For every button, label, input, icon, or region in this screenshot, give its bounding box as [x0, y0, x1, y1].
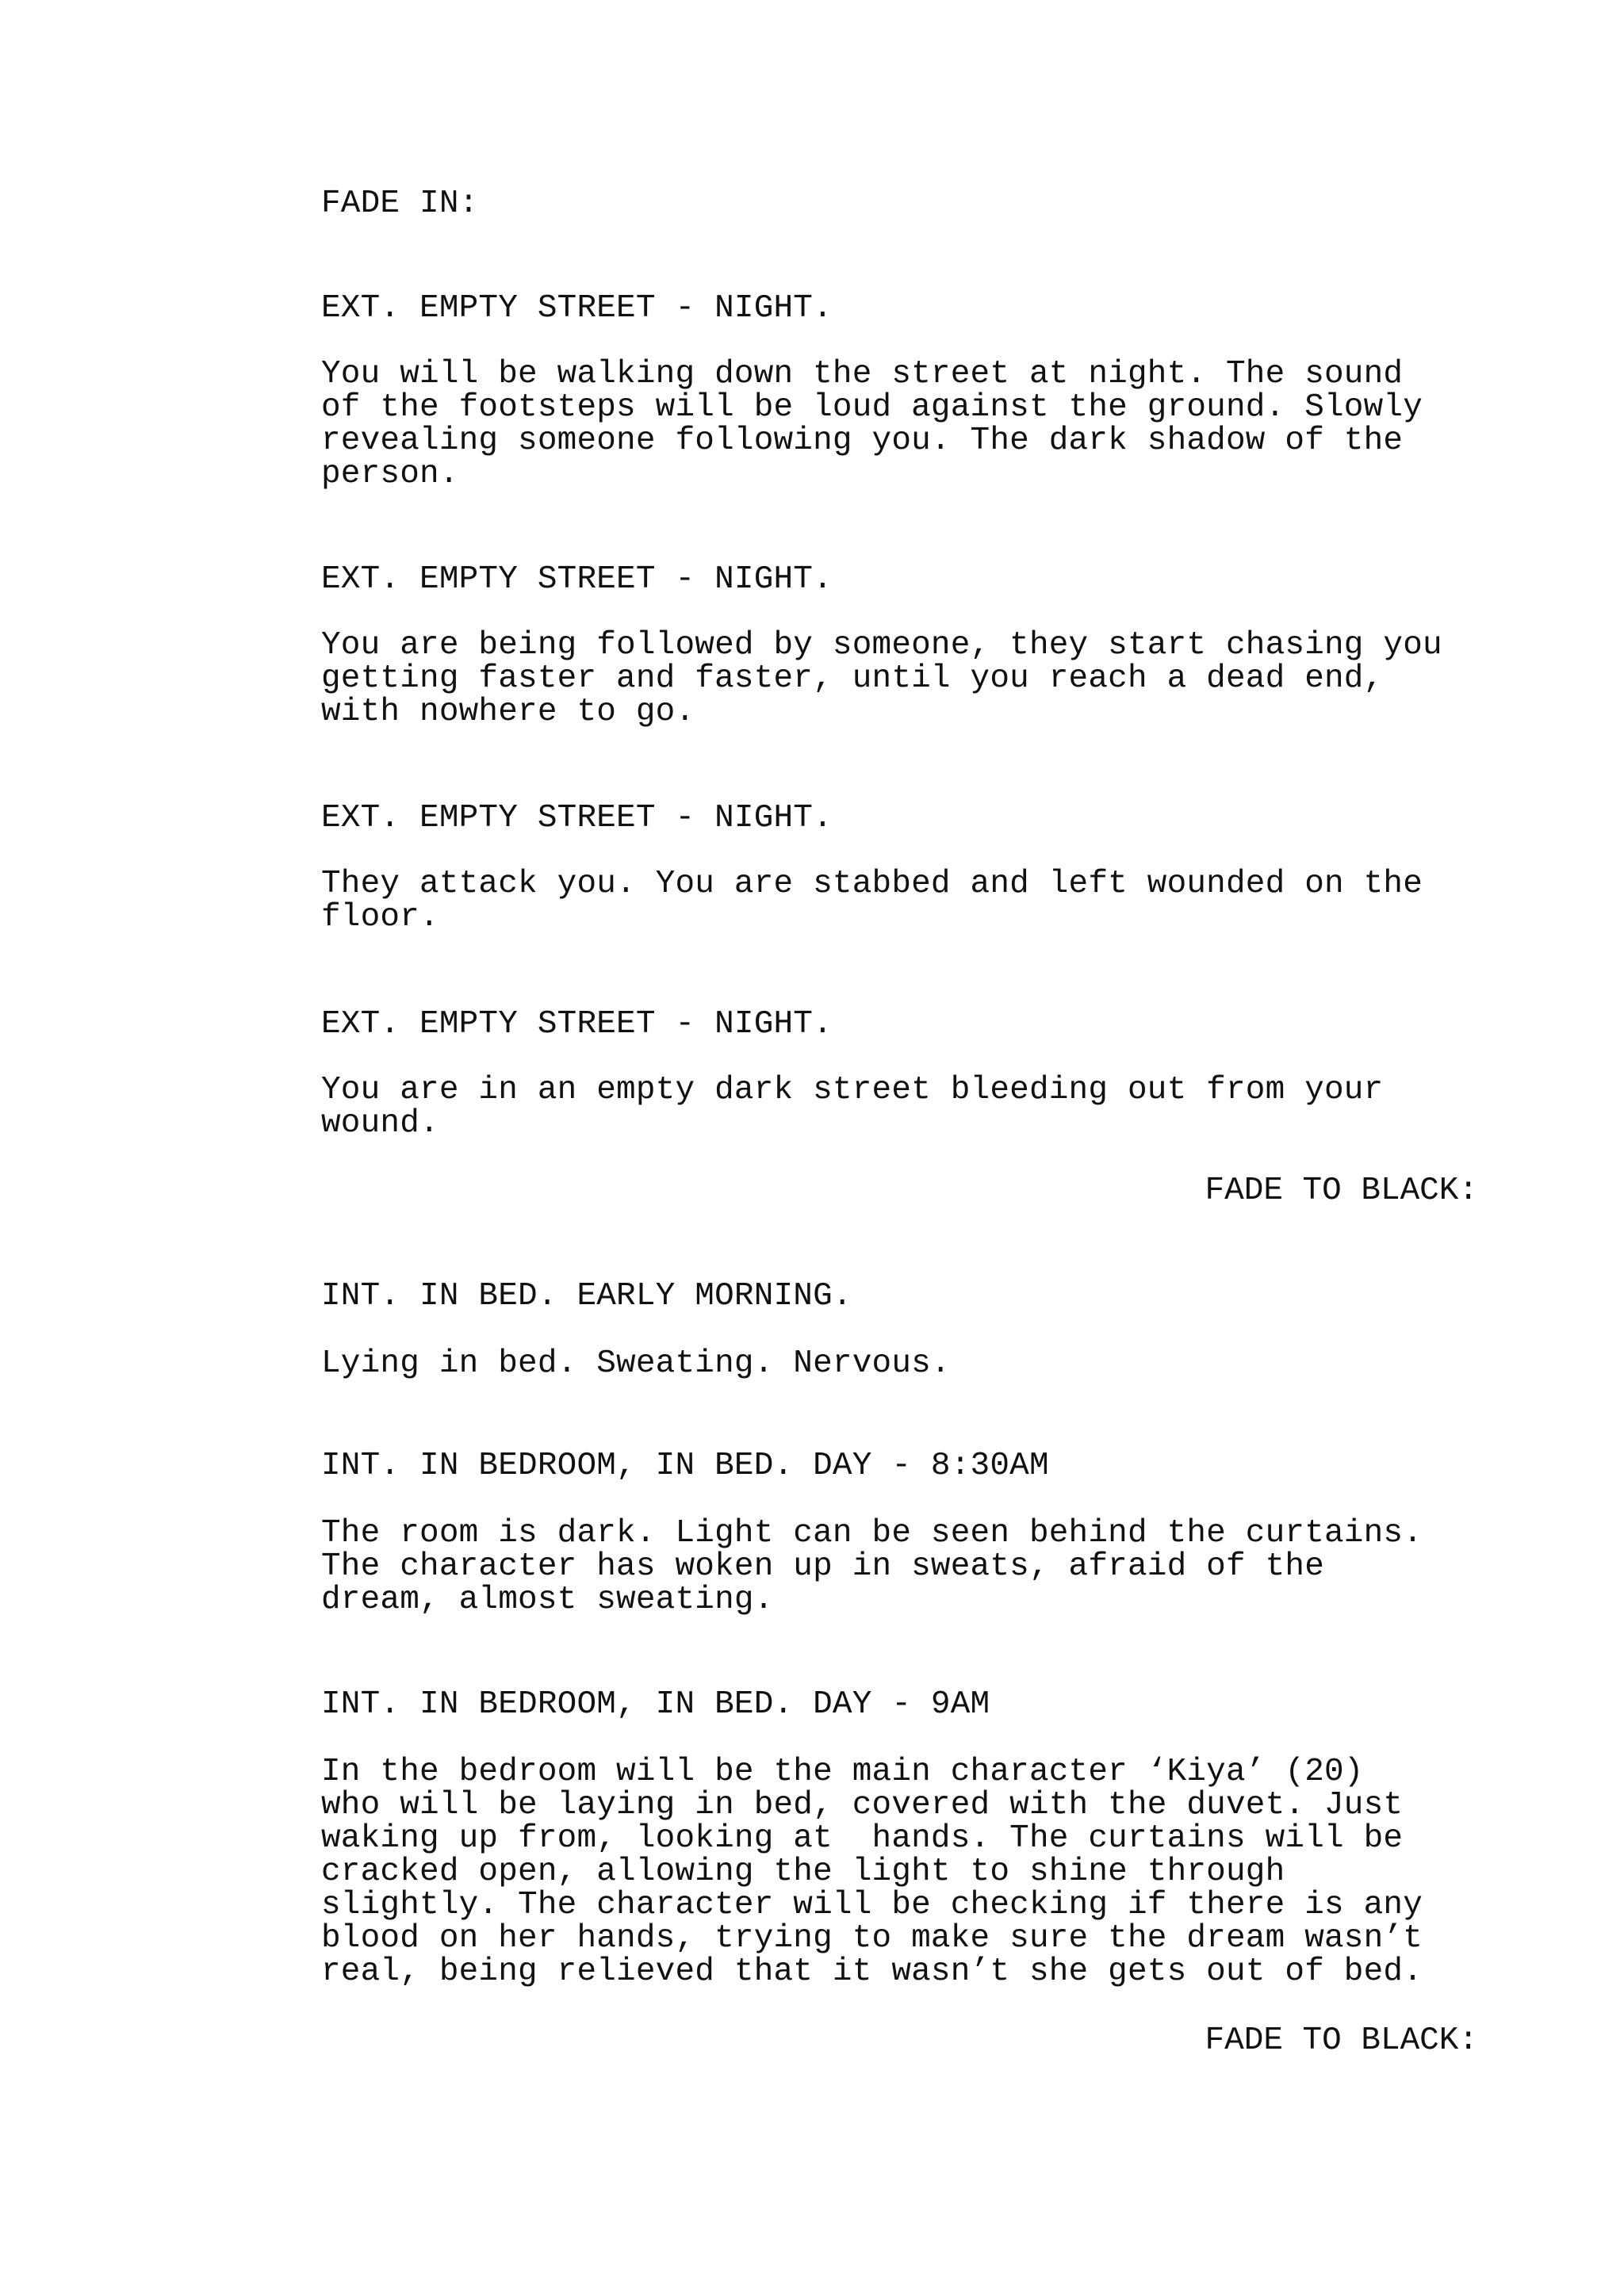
scene-action: The room is dark. Light can be seen behind the curtains. The character has woken up in sweats, afraid of the dream, almost sweating. — [321, 1515, 1423, 1618]
scene-heading: EXT. EMPTY STREET - NIGHT. — [321, 1006, 833, 1043]
scene-action: You are in an empty dark street bleeding out from your wound. — [321, 1072, 1384, 1142]
scene-action: You will be walking down the street at night. The sound of the footsteps will be loud against the ground. Slowly revealing someone following you. The dark shadow of the person. — [321, 356, 1423, 492]
scene-heading: INT. IN BED. EARLY MORNING. — [321, 1278, 852, 1314]
scene-action: You are being followed by someone, they start chasing you getting faster and faster, until you reach a dead end, with nowhere to go. — [321, 627, 1442, 730]
scene-action: They attack you. You are stabbed and left wounded on the floor. — [321, 866, 1423, 936]
transition-fade-to-black: FADE TO BLACK: — [1205, 1173, 1478, 1209]
scene-action: In the bedroom will be the main character ‘Kiya’ (20) who will be laying in bed, covered with the duvet. Just waking up from, looking at hands. The curtains will be cracked open, allowing the light to shine through slightly. The character will be checking if there is any blood on her hands, trying to make sure the dream wasn’t real, being relieved that it wasn’t she gets out of bed. — [321, 1754, 1423, 1990]
scene-heading: EXT. EMPTY STREET - NIGHT. — [321, 290, 833, 327]
opening-transition: FADE IN: — [321, 186, 479, 222]
scene-heading: INT. IN BEDROOM, IN BED. DAY - 8:30AM — [321, 1448, 1049, 1484]
transition-fade-to-black: FADE TO BLACK: — [1205, 2022, 1478, 2059]
scene-heading: EXT. EMPTY STREET - NIGHT. — [321, 561, 833, 598]
scene-heading: EXT. EMPTY STREET - NIGHT. — [321, 800, 833, 836]
scene-action: Lying in bed. Sweating. Nervous. — [321, 1345, 951, 1382]
scene-heading: INT. IN BEDROOM, IN BED. DAY - 9AM — [321, 1686, 990, 1723]
